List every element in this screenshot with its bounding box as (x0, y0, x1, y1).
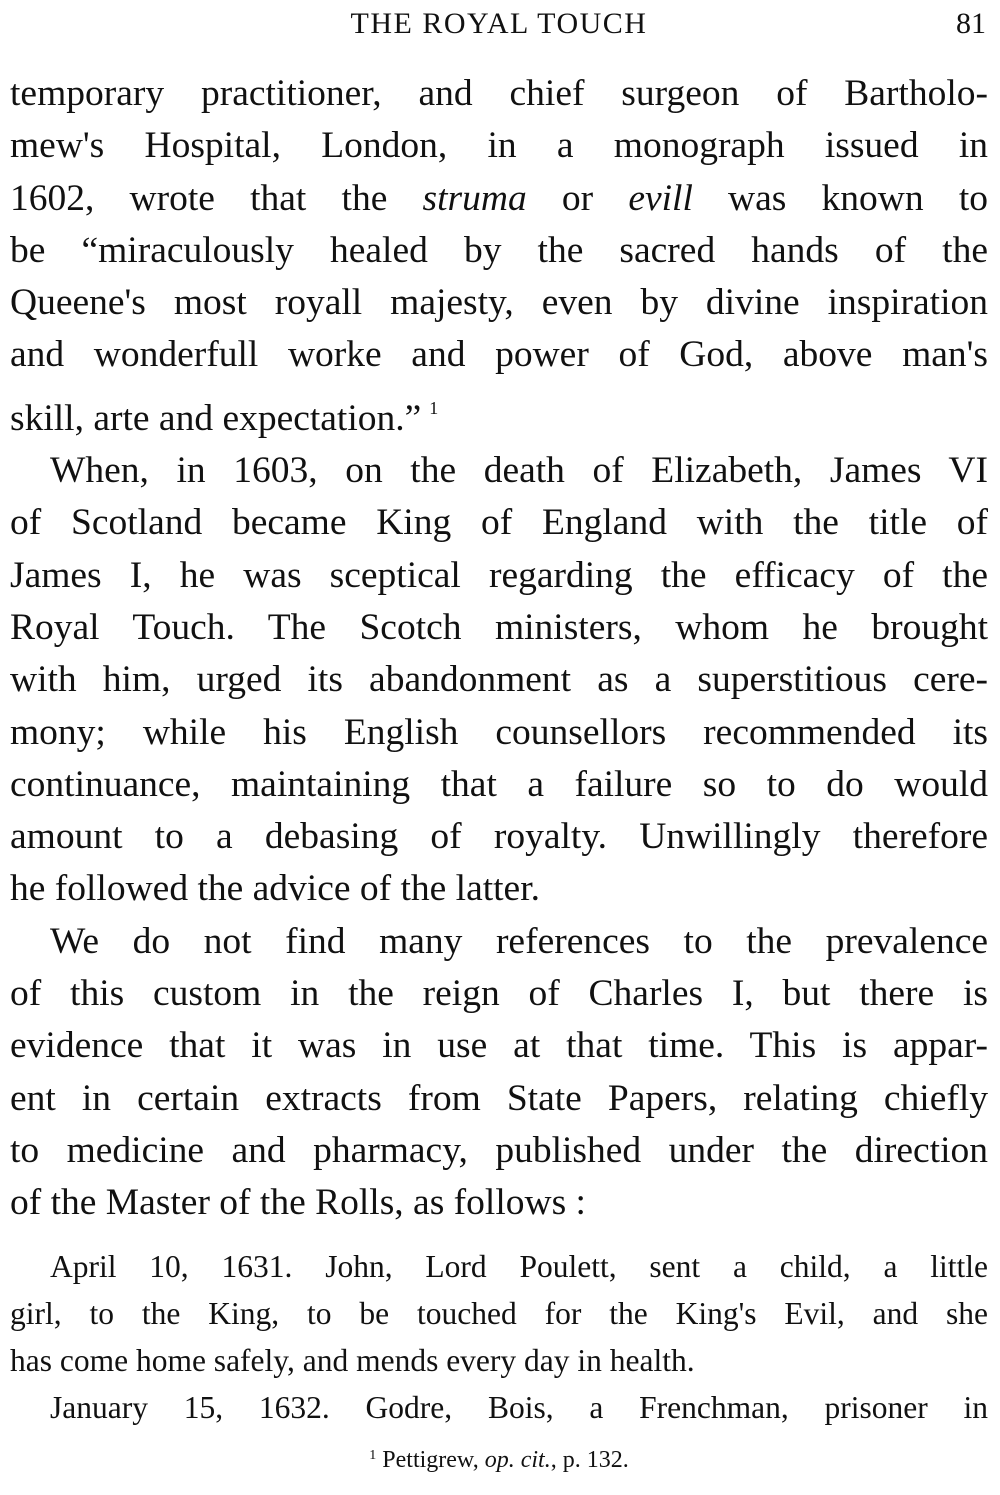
extract-entry-1631 (10, 1243, 988, 1384)
paragraph-james (10, 445, 988, 916)
state-papers-extract (10, 1243, 988, 1431)
text-run: or (526, 177, 629, 219)
italic-term-evill: evill (628, 177, 693, 219)
body-text (10, 68, 988, 1230)
text-line: mew's Hospital, London, in a monograph issued in (10, 125, 988, 167)
text-line: mony; while his English counsellors recommended its (10, 711, 988, 753)
extract-entry-1632 (10, 1384, 988, 1431)
text-line: James I, he was sceptical regarding the efficacy of the (10, 554, 988, 596)
text-line: temporary practitioner, and chief surgeon of Bartholo- (10, 73, 988, 114)
footnote (10, 1438, 988, 1478)
italic-term-struma: struma (422, 177, 527, 219)
text-line: Royal Touch. The Scotch ministers, whom he brought (10, 606, 988, 648)
text-line: has come home safely, and mends every day in health. (10, 1343, 695, 1378)
text-line: January 15, 1632. Godre, Bois, a Frenchman, prisoner in (50, 1390, 988, 1425)
text-line: to medicine and pharmacy, published under the direction (10, 1129, 988, 1171)
text-line: of the Master of the Rolls, as follows : (10, 1182, 586, 1224)
text-line: ent in certain extracts from State Papers, relating chiefly (10, 1077, 988, 1119)
text-line: with him, urged its abandonment as a superstitious cere- (10, 659, 988, 701)
text-line (10, 173, 988, 225)
text-run: skill, arte and expectation.” (10, 397, 422, 439)
paragraph-charles (10, 916, 988, 1230)
footnote-text: , p. 132. (550, 1447, 629, 1473)
footnote-marker: 1 (369, 1448, 377, 1463)
text-line: We do not find many references to the prevalence (50, 920, 988, 962)
paragraph-continuation (10, 68, 988, 445)
book-page (10, 0, 988, 1495)
page-number: 81 (956, 7, 986, 40)
footnote-italic: op. cit. (484, 1447, 551, 1473)
running-head (10, 4, 988, 44)
text-line: he followed the advice of the latter. (10, 868, 540, 910)
text-line: of Scotland became King of England with the title of (10, 502, 988, 544)
text-line: amount to a debasing of royalty. Unwillingly therefore (10, 816, 988, 858)
text-run: 1602, wrote that the (10, 177, 423, 219)
footnote-reference: 1 (429, 397, 439, 418)
footnote-text: Pettigrew, (382, 1447, 485, 1473)
text-line: girl, to the King, to be touched for the King's Evil, and she (10, 1296, 988, 1331)
text-line: be “miraculously healed by the sacred hands of the (10, 229, 988, 271)
text-line: continuance, maintaining that a failure so to do would (10, 763, 988, 805)
text-run: was known to (692, 177, 988, 219)
text-line: When, in 1603, on the death of Elizabeth, James VI (50, 450, 988, 492)
text-line: and wonderfull worke and power of God, above man's (10, 334, 988, 376)
text-line (10, 382, 988, 445)
text-line: of this custom in the reign of Charles I, but there is (10, 973, 988, 1015)
text-line: Queene's most royall majesty, even by divine inspiration (10, 282, 988, 324)
text-line: evidence that it was in use at that time. This is appar- (10, 1025, 988, 1067)
running-title: THE ROYAL TOUCH (350, 7, 648, 40)
text-line: April 10, 1631. John, Lord Poulett, sent a child, a little (50, 1249, 988, 1284)
